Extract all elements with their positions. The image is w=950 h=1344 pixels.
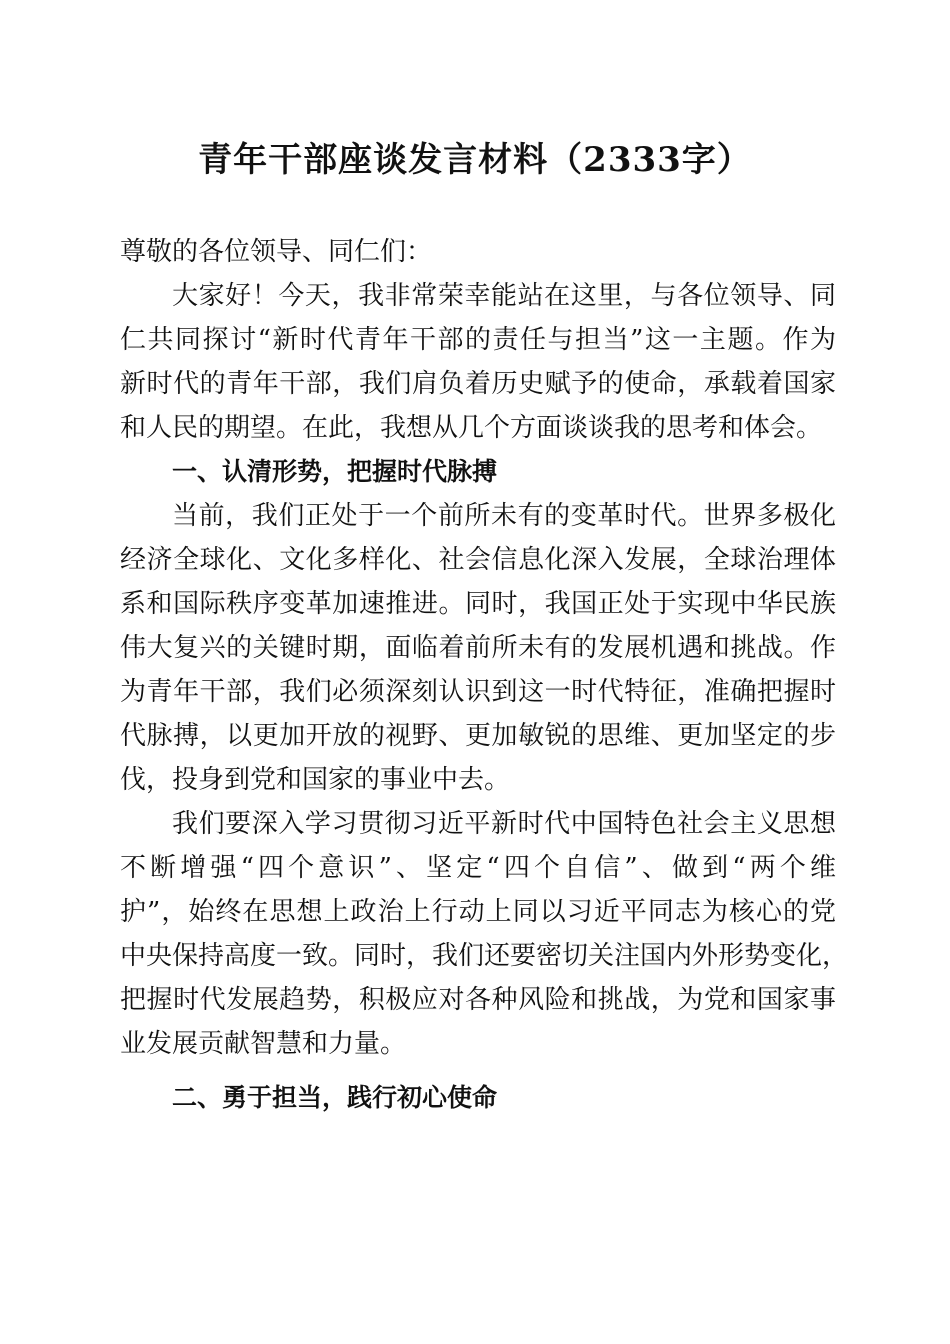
intro-line: 仁共同探讨“新时代青年干部的责任与担当”这一主题。作为	[120, 325, 836, 355]
paragraph-line: 中央保持高度一致。同时，我们还要密切关注国内外形势变化，	[120, 941, 849, 971]
paragraph-line: 当前，我们正处于一个前所未有的变革时代。世界多极化	[172, 501, 836, 531]
section-heading-2: 二、勇于担当，践行初心使命	[172, 1083, 498, 1112]
salutation: 尊敬的各位领导、同仁们：	[120, 237, 433, 267]
intro-line: 大家好！今天，我非常荣幸能站在这里，与各位领导、同	[172, 281, 836, 311]
document-body	[120, 230, 849, 1120]
section1-paragraph-1	[120, 494, 836, 802]
page-title: 青年干部座谈发言材料（2333字）	[198, 140, 752, 180]
section1-paragraph-2	[120, 802, 849, 1066]
paragraph-line: 伐，投身到党和国家的事业中去。	[120, 765, 511, 795]
paragraph-line: 为青年干部，我们必须深刻认识到这一时代特征，准确把握时	[120, 677, 836, 707]
section-heading-1: 一、认清形势，把握时代脉搏	[172, 457, 498, 486]
paragraph-line: 不断增强“四个意识”、坚定“四个自信”、做到“两个维	[120, 853, 836, 883]
paragraph-line: 经济全球化、文化多样化、社会信息化深入发展，全球治理体	[120, 545, 836, 575]
paragraph-line: 护”，始终在思想上政治上行动上同以习近平同志为核心的党	[120, 897, 836, 927]
intro-paragraph	[120, 274, 836, 450]
paragraph-line: 业发展贡献智慧和力量。	[120, 1029, 407, 1059]
paragraph-line: 代脉搏，以更加开放的视野、更加敏锐的思维、更加坚定的步	[120, 721, 836, 751]
paragraph-line: 伟大复兴的关键时期，面临着前所未有的发展机遇和挑战。作	[120, 633, 836, 663]
paragraph-line: 我们要深入学习贯彻习近平新时代中国特色社会主义思想	[172, 809, 836, 839]
intro-line: 和人民的期望。在此，我想从几个方面谈谈我的思考和体会。	[120, 413, 823, 443]
section-spacer	[120, 1066, 836, 1076]
intro-line: 新时代的青年干部，我们肩负着历史赋予的使命，承载着国家	[120, 369, 836, 399]
paragraph-line: 系和国际秩序变革加速推进。同时，我国正处于实现中华民族	[120, 589, 836, 619]
paragraph-line: 把握时代发展趋势，积极应对各种风险和挑战，为党和国家事	[120, 985, 836, 1015]
